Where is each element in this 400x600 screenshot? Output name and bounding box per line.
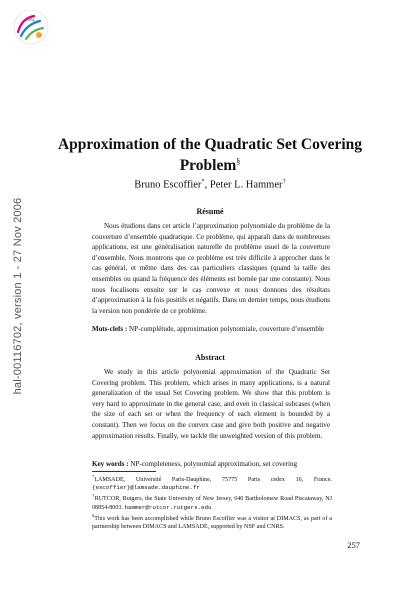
author-1: Bruno Escoffier xyxy=(134,179,202,191)
footnote-rule xyxy=(92,471,156,472)
mots-clefs-values: NP-complétude, approximation polynomiale, couverture d’ensemble xyxy=(127,325,325,333)
svg-text:HAL: HAL xyxy=(27,17,35,22)
footnote-1-email[interactable]: {escoffier}@lamsade.dauphine.fr xyxy=(92,484,200,492)
title-line-1: Approximation of the Quadratic Set Covering xyxy=(57,136,363,153)
footnote-2-text: RUTCOR, Rutgers, the State University of New Jersey, 640 Bartholomew Road Piscataway, NJ 08854-8003. xyxy=(92,496,332,511)
footnotes xyxy=(92,473,332,531)
author-2: Peter L. Hammer xyxy=(209,179,283,191)
footnote-1 xyxy=(92,473,332,484)
author-1-mark: * xyxy=(201,178,205,185)
footnote-1-text: LAMSADE, Université Paris-Dauphine, 75775 Paris cedex 16, France. xyxy=(94,477,332,484)
authors-line xyxy=(50,178,370,191)
footnote-1-mark: * xyxy=(92,474,95,479)
abstract-heading: Abstract xyxy=(195,353,225,362)
footnote-2 xyxy=(92,492,332,511)
author-2-mark: † xyxy=(282,178,286,185)
key-words-values: NP-completeness, polynomial approximation, set covering xyxy=(128,460,298,468)
abstract-text: We study in this article polynomial approximation of the Quadratic Set Covering problem. This problem, which arises in many applications, is a natural generalization of the usual Set Covering problem. We show that this problem is very hard to approximate in the general case, and even in classical subcases (when the size of each set or when the frequency of each element is bounded by a constant). Then we focus on the convex case and give both positive and negative approximation results. Finally, we tackle the unweighted version of this problem. xyxy=(92,368,330,440)
footnote-1-email-line xyxy=(92,484,332,492)
footnote-3-mark: § xyxy=(92,512,95,518)
footnote-3-text: This work has been accomplished while Bruno Escoffier was a visitor at DIMACS, as part of a partnership between DIMACS and LAMSADE, supported by NSF and CNRS. xyxy=(92,515,332,531)
hal-logo-icon xyxy=(12,8,50,46)
resume-text: Nous étudions dans cet article l’approximation polynomiale du problème de la couverture d’ensemble quadratique. Ce problème, qui apparaît dans de nombreuses applications, est une généralisation naturelle du problème usuel de la couverture d’ensemble. Nous montrons que ce problème est très difficile à approcher dans le cas général, et même dans des cas particuliers classiques (quand la taille des ensembles ou quand la fréquence des éléments est bornée par une constante). Nous nous focalisons ensuite sur le cas convexe et nous donnons des résultats d’approximation à la fois positifs et négatifs. Dans un dernier temps, nous étudions la version non pondérée de ce problème. xyxy=(92,222,330,315)
resume-heading: Résumé xyxy=(196,207,224,216)
author-separator: , xyxy=(204,179,210,191)
paper-title xyxy=(50,136,370,174)
page-number: 257 xyxy=(347,540,360,550)
title-line-2: Problem xyxy=(179,157,237,175)
key-words-label: Key words : xyxy=(92,460,129,468)
key-words xyxy=(92,459,330,469)
mots-clefs-label: Mots-clefs : xyxy=(92,325,128,333)
side-identifier: hal-00116702, version 1 - 27 Nov 2006 xyxy=(12,197,24,395)
footnote-2-email[interactable]: hammer@rutcor.rutgers.edu xyxy=(124,503,212,511)
footnote-2-mark: † xyxy=(92,493,95,499)
title-footnote-mark: § xyxy=(236,157,241,166)
footnote-3 xyxy=(92,512,332,531)
mots-clefs xyxy=(92,324,330,334)
